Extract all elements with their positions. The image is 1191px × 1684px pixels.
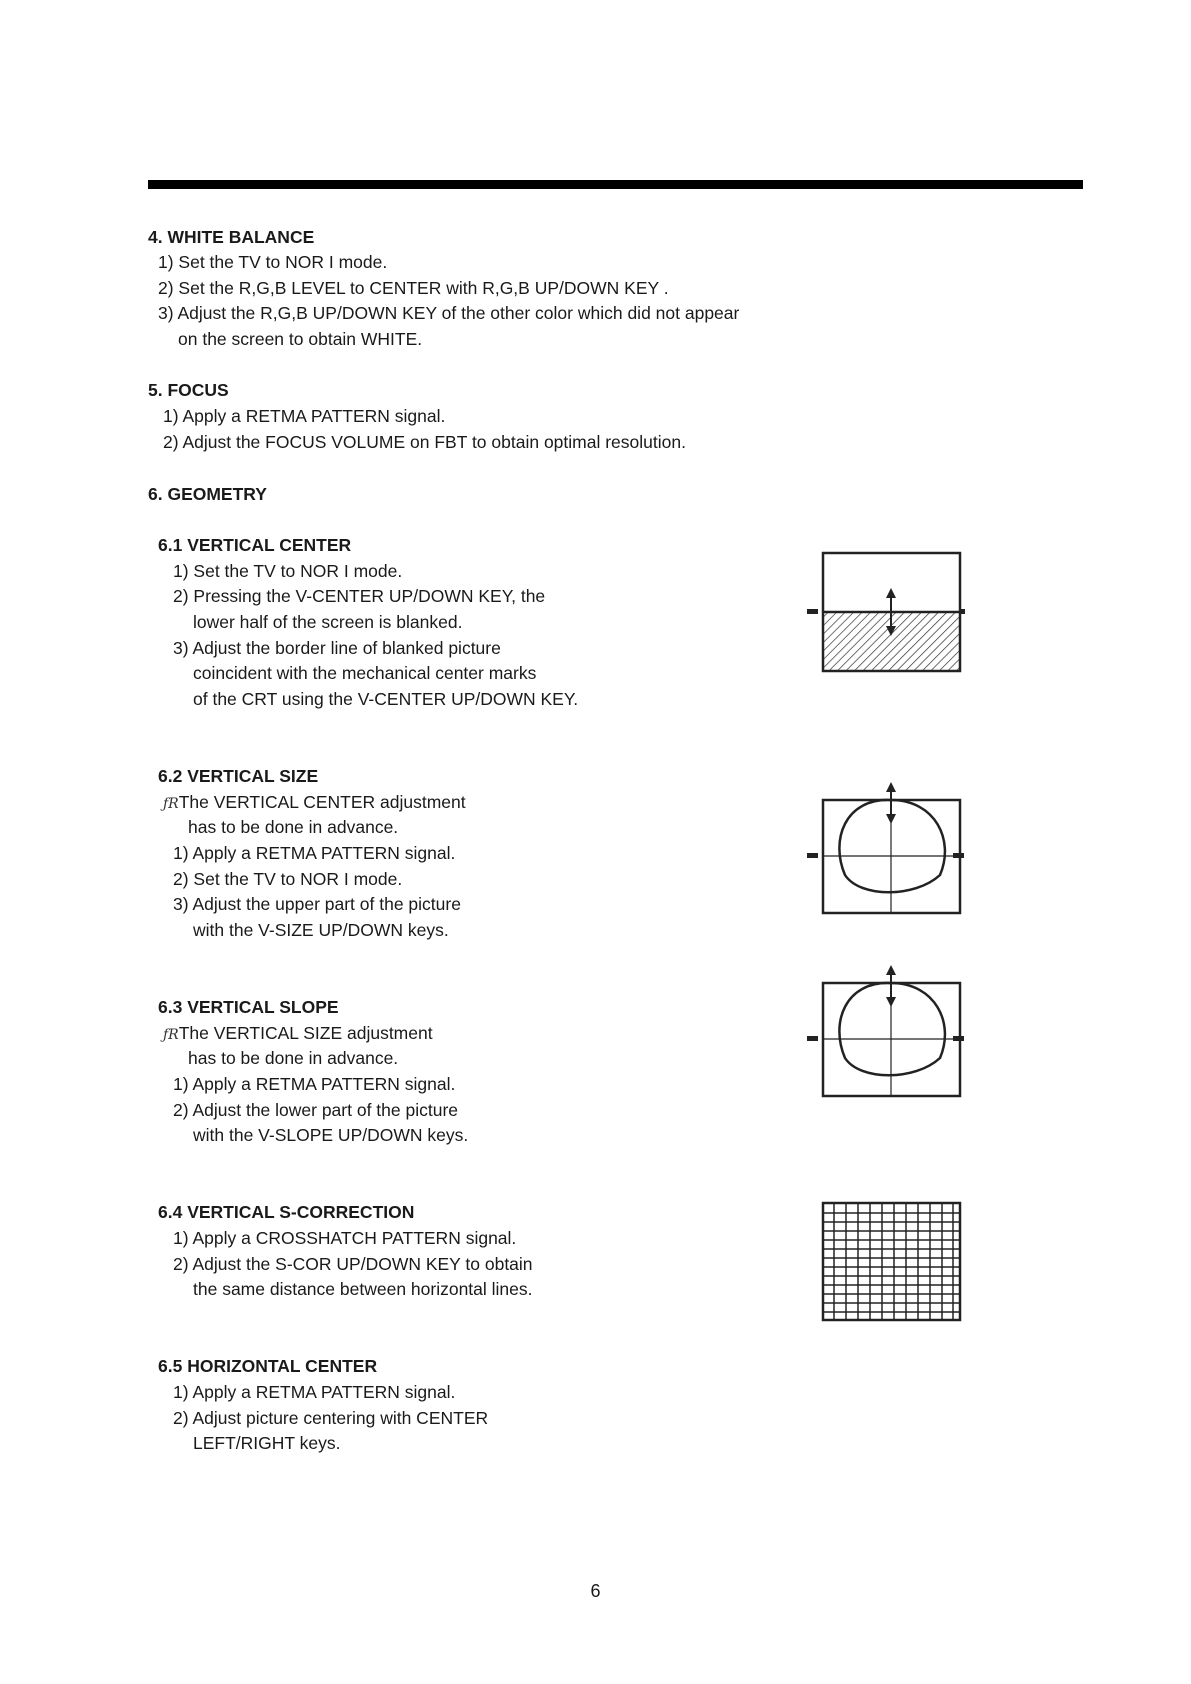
vertical-size-step-1: 1) Apply a RETMA PATTERN signal. bbox=[173, 843, 456, 863]
vertical-slope-note-text: The VERTICAL SIZE adjustment bbox=[178, 1023, 433, 1043]
vertical-slope-note bbox=[163, 1021, 433, 1049]
vertical-size-note-text: The VERTICAL CENTER adjustment bbox=[178, 792, 466, 812]
vertical-size-note-cont: has to be done in advance. bbox=[188, 817, 399, 837]
vertical-center-step-2: 2) Pressing the V-CENTER UP/DOWN KEY, the bbox=[173, 586, 546, 606]
vertical-slope-note-cont: has to be done in advance. bbox=[188, 1048, 399, 1068]
note-mark: ƒR bbox=[163, 1027, 179, 1043]
section-title-white-balance: 4. WHITE BALANCE bbox=[148, 227, 315, 247]
vertical-slope-step-1: 1) Apply a RETMA PATTERN signal. bbox=[173, 1074, 456, 1094]
s-correction-step-2: 2) Adjust the S-COR UP/DOWN KEY to obtain bbox=[173, 1254, 533, 1274]
section-title-horizontal-center: 6.5 HORIZONTAL CENTER bbox=[158, 1356, 378, 1376]
section-title-geometry: 6. GEOMETRY bbox=[148, 484, 267, 504]
white-balance-step-1: 1) Set the TV to NOR I mode. bbox=[158, 252, 388, 272]
section-title-vertical-center: 6.1 VERTICAL CENTER bbox=[158, 535, 352, 555]
section-title-vertical-slope: 6.3 VERTICAL SLOPE bbox=[158, 997, 339, 1017]
horizontal-center-step-2-cont: LEFT/RIGHT keys. bbox=[193, 1433, 341, 1453]
vertical-center-step-3-cont-2: of the CRT using the V-CENTER UP/DOWN KEY. bbox=[193, 689, 579, 709]
figure-vertical-slope bbox=[805, 963, 965, 1101]
vertical-center-step-1: 1) Set the TV to NOR I mode. bbox=[173, 561, 403, 581]
focus-step-1: 1) Apply a RETMA PATTERN signal. bbox=[163, 406, 446, 426]
section-title-s-correction: 6.4 VERTICAL S-CORRECTION bbox=[158, 1202, 415, 1222]
vertical-center-step-2-cont: lower half of the screen is blanked. bbox=[193, 612, 463, 632]
horizontal-center-step-1: 1) Apply a RETMA PATTERN signal. bbox=[173, 1382, 456, 1402]
vertical-center-step-3: 3) Adjust the border line of blanked picture bbox=[173, 638, 501, 658]
vertical-center-step-3-cont-1: coincident with the mechanical center marks bbox=[193, 663, 537, 683]
focus-step-2: 2) Adjust the FOCUS VOLUME on FBT to obtain optimal resolution. bbox=[163, 432, 686, 452]
section-title-focus: 5. FOCUS bbox=[148, 380, 229, 400]
vertical-size-step-3: 3) Adjust the upper part of the picture bbox=[173, 894, 461, 914]
figure-vertical-center bbox=[805, 550, 965, 675]
header-rule bbox=[148, 180, 1083, 189]
vertical-slope-step-2-cont: with the V-SLOPE UP/DOWN keys. bbox=[193, 1125, 469, 1145]
vertical-size-step-2: 2) Set the TV to NOR I mode. bbox=[173, 869, 403, 889]
white-balance-step-2: 2) Set the R,G,B LEVEL to CENTER with R,G,B UP/DOWN KEY . bbox=[158, 278, 669, 298]
section-title-vertical-size: 6.2 VERTICAL SIZE bbox=[158, 766, 319, 786]
figure-vertical-size bbox=[805, 780, 965, 918]
white-balance-step-3: 3) Adjust the R,G,B UP/DOWN KEY of the other color which did not appear bbox=[158, 303, 740, 323]
figure-crosshatch bbox=[820, 1200, 965, 1325]
s-correction-step-2-cont: the same distance between horizontal lines. bbox=[193, 1279, 533, 1299]
horizontal-center-step-2: 2) Adjust picture centering with CENTER bbox=[173, 1408, 489, 1428]
page-number: 6 bbox=[590, 1581, 601, 1601]
s-correction-step-1: 1) Apply a CROSSHATCH PATTERN signal. bbox=[173, 1228, 517, 1248]
vertical-slope-step-2: 2) Adjust the lower part of the picture bbox=[173, 1100, 459, 1120]
vertical-size-note bbox=[163, 790, 466, 818]
note-mark: ƒR bbox=[163, 796, 179, 812]
vertical-size-step-3-cont: with the V-SIZE UP/DOWN keys. bbox=[193, 920, 449, 940]
white-balance-step-3-cont: on the screen to obtain WHITE. bbox=[178, 329, 423, 349]
